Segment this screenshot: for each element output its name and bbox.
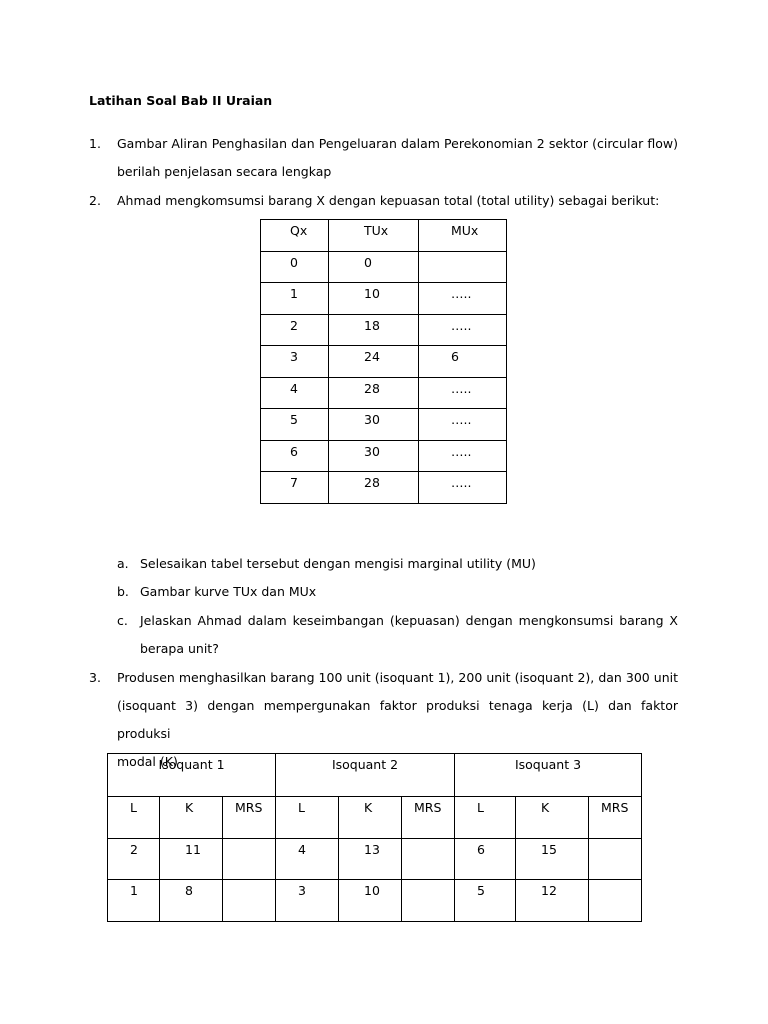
table-cell bbox=[402, 880, 455, 922]
question-2b bbox=[117, 578, 678, 606]
question-2 bbox=[89, 187, 678, 215]
table-cell: 2 bbox=[108, 838, 160, 880]
question-line: Gambar Aliran Penghasilan dan Pengeluaran dalam Perekonomian 2 sektor (circular flow) bbox=[117, 136, 678, 151]
table-cell: 0 bbox=[329, 251, 419, 283]
table-row bbox=[108, 838, 642, 880]
question-2c bbox=[117, 607, 678, 663]
sub-label: c. bbox=[117, 613, 128, 628]
table-cell: 1 bbox=[108, 880, 160, 922]
table-cell: 18 bbox=[329, 314, 419, 346]
column-header: Qx bbox=[261, 220, 329, 252]
utility-table bbox=[260, 219, 507, 504]
table-cell: 5 bbox=[455, 880, 516, 922]
table-cell: ….. bbox=[419, 283, 507, 315]
table-row bbox=[261, 377, 507, 409]
table-cell bbox=[223, 838, 276, 880]
table-row bbox=[261, 346, 507, 378]
question-1 bbox=[89, 130, 678, 186]
table-header-row bbox=[108, 797, 642, 839]
sub-label: b. bbox=[117, 584, 129, 599]
table-cell: 2 bbox=[261, 314, 329, 346]
isoquant-group-header: Isoquant 1 bbox=[108, 754, 276, 797]
table-cell: 4 bbox=[261, 377, 329, 409]
sub-line: Jelaskan Ahmad dalam keseimbangan (kepuasan) dengan mengkonsumsi barang X bbox=[140, 613, 678, 628]
table-cell: 4 bbox=[276, 838, 339, 880]
table-cell: 30 bbox=[329, 440, 419, 472]
table-row bbox=[261, 314, 507, 346]
table-cell: 5 bbox=[261, 409, 329, 441]
table-cell: 12 bbox=[516, 880, 589, 922]
table-cell: 13 bbox=[339, 838, 402, 880]
table-cell: 30 bbox=[329, 409, 419, 441]
table-row bbox=[261, 251, 507, 283]
column-header: MRS bbox=[402, 797, 455, 839]
isoquant-group-header: Isoquant 3 bbox=[455, 754, 642, 797]
question-line: modal (K) bbox=[117, 754, 178, 769]
table-cell: 8 bbox=[160, 880, 223, 922]
table-cell: ….. bbox=[419, 472, 507, 504]
column-header: MRS bbox=[223, 797, 276, 839]
table-cell: 3 bbox=[276, 880, 339, 922]
question-text bbox=[117, 130, 678, 186]
column-header: K bbox=[516, 797, 589, 839]
table-cell bbox=[402, 838, 455, 880]
table-cell: ….. bbox=[419, 440, 507, 472]
table-cell: 10 bbox=[339, 880, 402, 922]
table-row bbox=[261, 409, 507, 441]
question-line: Produsen menghasilkan barang 100 unit (isoquant 1), 200 unit (isoquant 2), dan 300 unit bbox=[117, 670, 678, 685]
table-cell bbox=[419, 251, 507, 283]
question-number: 3. bbox=[89, 670, 101, 685]
table-cell: 1 bbox=[261, 283, 329, 315]
table-cell: 24 bbox=[329, 346, 419, 378]
column-header: L bbox=[108, 797, 160, 839]
table-cell: 6 bbox=[419, 346, 507, 378]
page-title: Latihan Soal Bab II Uraian bbox=[89, 93, 273, 108]
table-row bbox=[261, 283, 507, 315]
isoquant-group-header: Isoquant 2 bbox=[276, 754, 455, 797]
column-header: TUx bbox=[329, 220, 419, 252]
table-row bbox=[108, 880, 642, 922]
table-cell bbox=[223, 880, 276, 922]
question-line: (isoquant 3) dengan mempergunakan faktor produksi tenaga kerja (L) dan faktor produksi bbox=[117, 698, 678, 741]
table-cell: 7 bbox=[261, 472, 329, 504]
column-header: K bbox=[160, 797, 223, 839]
column-header: MRS bbox=[589, 797, 642, 839]
table-row bbox=[261, 472, 507, 504]
table-cell: 28 bbox=[329, 472, 419, 504]
table-cell: 6 bbox=[455, 838, 516, 880]
table-cell: ….. bbox=[419, 314, 507, 346]
table-cell: 15 bbox=[516, 838, 589, 880]
table-cell: 6 bbox=[261, 440, 329, 472]
table-header-row bbox=[261, 220, 507, 252]
table-cell bbox=[589, 880, 642, 922]
isoquant-table bbox=[107, 753, 642, 922]
sub-text: Selesaikan tabel tersebut dengan mengisi marginal utility (MU) bbox=[140, 556, 536, 571]
column-header: L bbox=[276, 797, 339, 839]
table-cell: 0 bbox=[261, 251, 329, 283]
column-header: L bbox=[455, 797, 516, 839]
sub-text bbox=[140, 607, 678, 663]
question-line: berilah penjelasan secara lengkap bbox=[117, 164, 332, 179]
table-row bbox=[261, 440, 507, 472]
question-number: 1. bbox=[89, 136, 101, 151]
column-header: K bbox=[339, 797, 402, 839]
sub-line: berapa unit? bbox=[140, 641, 219, 656]
question-number: 2. bbox=[89, 193, 101, 208]
table-cell: 10 bbox=[329, 283, 419, 315]
table-cell: 3 bbox=[261, 346, 329, 378]
table-cell: 28 bbox=[329, 377, 419, 409]
table-group-header-row bbox=[108, 754, 642, 797]
sub-text: Gambar kurve TUx dan MUx bbox=[140, 584, 317, 599]
table-cell: ….. bbox=[419, 377, 507, 409]
question-text: Ahmad mengkomsumsi barang X dengan kepuasan total (total utility) sebagai berikut: bbox=[117, 193, 660, 208]
table-cell: 11 bbox=[160, 838, 223, 880]
table-cell: ….. bbox=[419, 409, 507, 441]
question-2a bbox=[117, 550, 678, 578]
table-cell bbox=[589, 838, 642, 880]
sub-label: a. bbox=[117, 556, 129, 571]
column-header: MUx bbox=[419, 220, 507, 252]
